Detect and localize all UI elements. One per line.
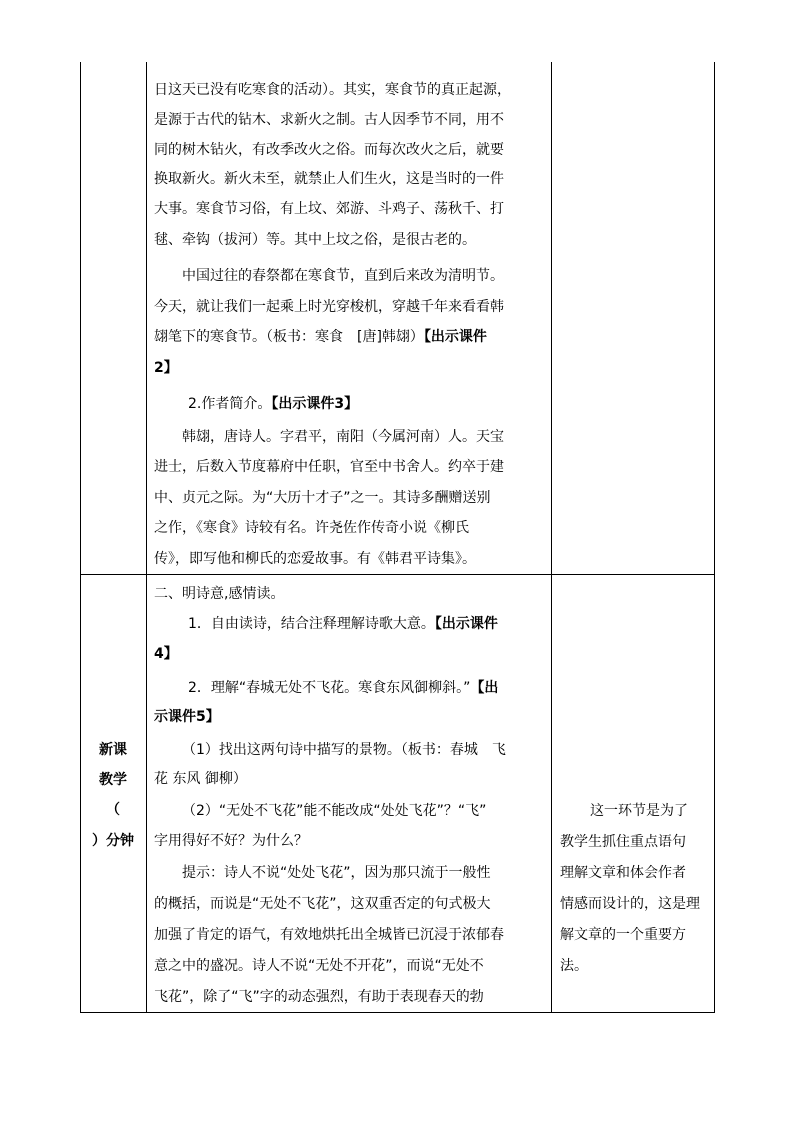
section-title: 二、明诗意,感情读。 [154,586,285,602]
row-divider [80,574,715,575]
table-border-right [714,62,715,1013]
column-divider-1 [146,62,147,1013]
table-border-bottom [80,1012,715,1013]
author-intro-heading: 2.作者简介。【出示课件3】 [188,396,359,412]
column-divider-2 [551,62,552,1013]
table-border-left [80,62,81,1013]
